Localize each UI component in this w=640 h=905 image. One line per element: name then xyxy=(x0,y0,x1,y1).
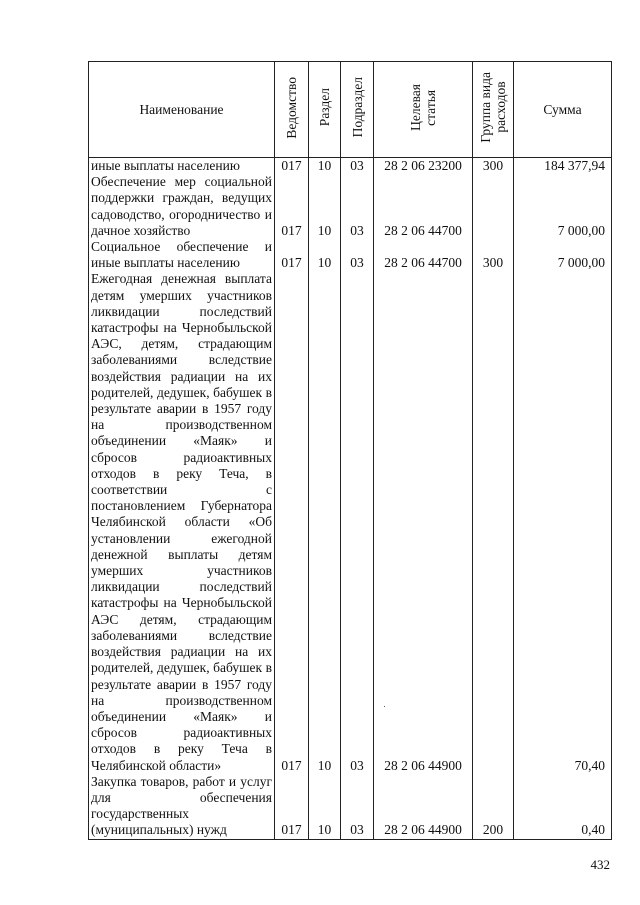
header-expense-group: Группа вида расходов xyxy=(473,62,514,158)
row-section: 10 xyxy=(309,158,341,175)
table-row xyxy=(89,271,612,773)
row-group: 300 xyxy=(473,239,514,271)
header-department: Ведомство xyxy=(275,62,309,158)
row-section: 10 xyxy=(309,774,341,839)
row-sum: 7 000,00 xyxy=(514,174,612,239)
row-name: Закупка товаров, работ и услуг для обеспечения государственных (муниципальных) нужд xyxy=(89,774,275,839)
row-section: 10 xyxy=(309,174,341,239)
table-row xyxy=(89,174,612,239)
header-row xyxy=(89,62,612,158)
row-article: 28 2 06 23200 xyxy=(374,158,473,175)
row-group: 200 xyxy=(473,774,514,839)
row-article: 28 2 06 44900 xyxy=(374,271,473,773)
row-department: 017 xyxy=(275,774,309,839)
row-article: 28 2 06 44900 xyxy=(374,774,473,839)
table-row xyxy=(89,774,612,839)
row-subsection: 03 xyxy=(341,239,374,271)
header-name: Наименование xyxy=(89,62,275,158)
row-name: Ежегодная денежная выплата детям умерших участников ликвидации последствий катастрофы на Чернобыльской АЭС, детям, страдающим заболеваниями вследствие воздействия радиации на их родителей, дедушек, бабушек в результате аварии в 1957 году на производственном объединении «Маяк» и сбросов радиоактивных отходов в реку Теча, в соответствии с постановлением Губернатора Челябинской области «Об установлении ежегодной денежной выплаты детям умерших участников ликвидации последствий катастрофы на Чернобыльской АЭС детям, страдающим заболеваниями вследствие воздействия радиации на их родителей, дедушек, бабушек в результате аварии в 1957 году на производственном объединении «Маяк» и сбросов радиоактивных отходов в реку Теча в Челябинской области» xyxy=(89,271,275,773)
row-name: иные выплаты населению xyxy=(89,158,275,175)
row-subsection: 03 xyxy=(341,774,374,839)
row-name: Социальное обеспечение и иные выплаты населению xyxy=(89,239,275,271)
table-row xyxy=(89,239,612,271)
row-sum: 70,40 xyxy=(514,271,612,773)
header-sum: Сумма xyxy=(514,62,612,158)
row-sum: 7 000,00 xyxy=(514,239,612,271)
row-subsection: 03 xyxy=(341,158,374,175)
budget-table xyxy=(88,61,612,840)
row-article: 28 2 06 44700 xyxy=(374,239,473,271)
row-department: 017 xyxy=(275,271,309,773)
row-section: 10 xyxy=(309,271,341,773)
row-department: 017 xyxy=(275,158,309,175)
row-name: Обеспечение мер социальной поддержки граждан, ведущих садоводство, огородничество и дачное хозяйство xyxy=(89,174,275,239)
row-article: 28 2 06 44700 xyxy=(374,174,473,239)
row-department: 017 xyxy=(275,239,309,271)
row-subsection: 03 xyxy=(341,271,374,773)
row-department: 017 xyxy=(275,174,309,239)
header-target-article: Целевая статья xyxy=(374,62,473,158)
scan-speck xyxy=(384,706,385,707)
table-row xyxy=(89,158,612,175)
page-number: 432 xyxy=(590,857,610,872)
row-sum: 184 377,94 xyxy=(514,158,612,175)
row-group xyxy=(473,271,514,773)
row-subsection: 03 xyxy=(341,174,374,239)
header-subsection: Подраздел xyxy=(341,62,374,158)
row-group xyxy=(473,174,514,239)
row-sum: 0,40 xyxy=(514,774,612,839)
row-group: 300 xyxy=(473,158,514,175)
row-section: 10 xyxy=(309,239,341,271)
header-section: Раздел xyxy=(309,62,341,158)
